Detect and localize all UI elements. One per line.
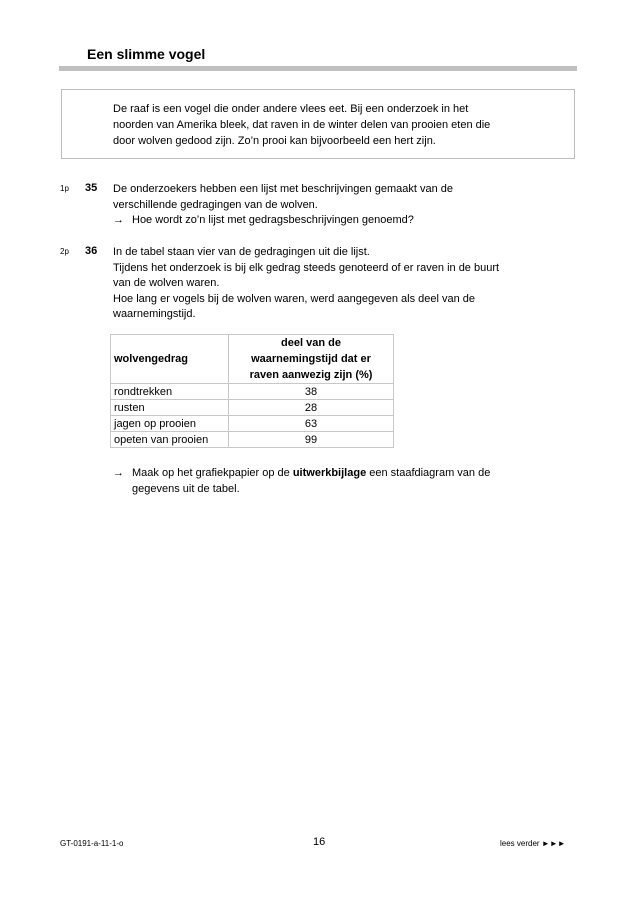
- continue-label: lees verder ►►►: [500, 839, 566, 848]
- q35-number: 35: [85, 182, 98, 194]
- behavior-table: [110, 334, 394, 448]
- q36-task: [113, 466, 490, 497]
- q36-points: 2p: [60, 247, 69, 256]
- q36-line: Tijdens het onderzoek is bij elk gedrag steeds genoteerd of er raven in de buurt: [113, 261, 500, 274]
- percent-cell: 38: [229, 384, 394, 400]
- behavior-cell: rusten: [111, 400, 229, 416]
- title-divider: [59, 66, 577, 71]
- q35-task-text: Hoe wordt zo’n lijst met gedragsbeschrijvingen genoemd?: [132, 214, 414, 226]
- header-line: waarnemingstijd dat er: [251, 353, 371, 365]
- q35-line: verschillende gedragingen van de wolven.: [113, 198, 318, 211]
- q36-text: [113, 245, 499, 323]
- behavior-cell: rondtrekken: [111, 384, 229, 400]
- q35-task: [113, 213, 453, 229]
- q36-task-pre: Maak op het grafiekpapier op de: [132, 467, 293, 479]
- behavior-cell: jagen op prooien: [111, 416, 229, 432]
- q36-line: Hoe lang er vogels bij de wolven waren, werd aangegeven als deel van de: [113, 292, 476, 305]
- page-number: 16: [313, 836, 326, 848]
- table-row: [111, 432, 394, 448]
- percent-cell: 63: [229, 416, 394, 432]
- header-line: raven aanwezig zijn (%): [249, 369, 373, 381]
- intro-line: noorden van Amerika bleek, dat raven in de winter delen van prooien eten die: [113, 119, 491, 131]
- q36-task-post-2: gegevens uit de tabel.: [132, 482, 240, 495]
- q35-line: De onderzoekers hebben een lijst met beschrijvingen gemaakt van de: [113, 183, 453, 195]
- intro-text: [113, 101, 553, 149]
- percent-cell: 28: [229, 400, 394, 416]
- percent-cell: 99: [229, 432, 394, 448]
- q36-line: waarnemingstijd.: [113, 308, 196, 320]
- q35-text: [113, 182, 453, 229]
- table-row: [111, 384, 394, 400]
- arrow-icon: →: [113, 214, 124, 226]
- q36-number: 36: [85, 245, 98, 257]
- q36-task-line: [113, 482, 490, 498]
- intro-line: door wolven gedood zijn. Zo’n prooi kan bijvoorbeeld een hert zijn.: [113, 135, 436, 147]
- arrow-icon: →: [113, 467, 124, 479]
- intro-line: De raaf is een vogel die onder andere vlees eet. Bij een onderzoek in het: [113, 103, 469, 115]
- table-row: [111, 416, 394, 432]
- page-title: Een slimme vogel: [87, 46, 206, 62]
- q36-task-bold: uitwerkbijlage: [292, 467, 367, 479]
- q36-task-post: een staafdiagram van de: [366, 467, 491, 479]
- behavior-cell: opeten van prooien: [111, 432, 229, 448]
- column-header-percent: [229, 335, 394, 384]
- q35-points: 1p: [60, 184, 69, 193]
- q36-task-line: [113, 466, 490, 482]
- q36-line: In de tabel staan vier van de gedragingen uit die lijst.: [113, 246, 370, 258]
- header-line: deel van de: [281, 337, 341, 349]
- table-row: [111, 400, 394, 416]
- q36-line: van de wolven waren.: [113, 277, 220, 289]
- exam-code: GT-0191-a-11-1-o: [60, 839, 124, 848]
- column-header-behavior: wolvengedrag: [111, 335, 229, 384]
- table-header-row: [111, 335, 394, 384]
